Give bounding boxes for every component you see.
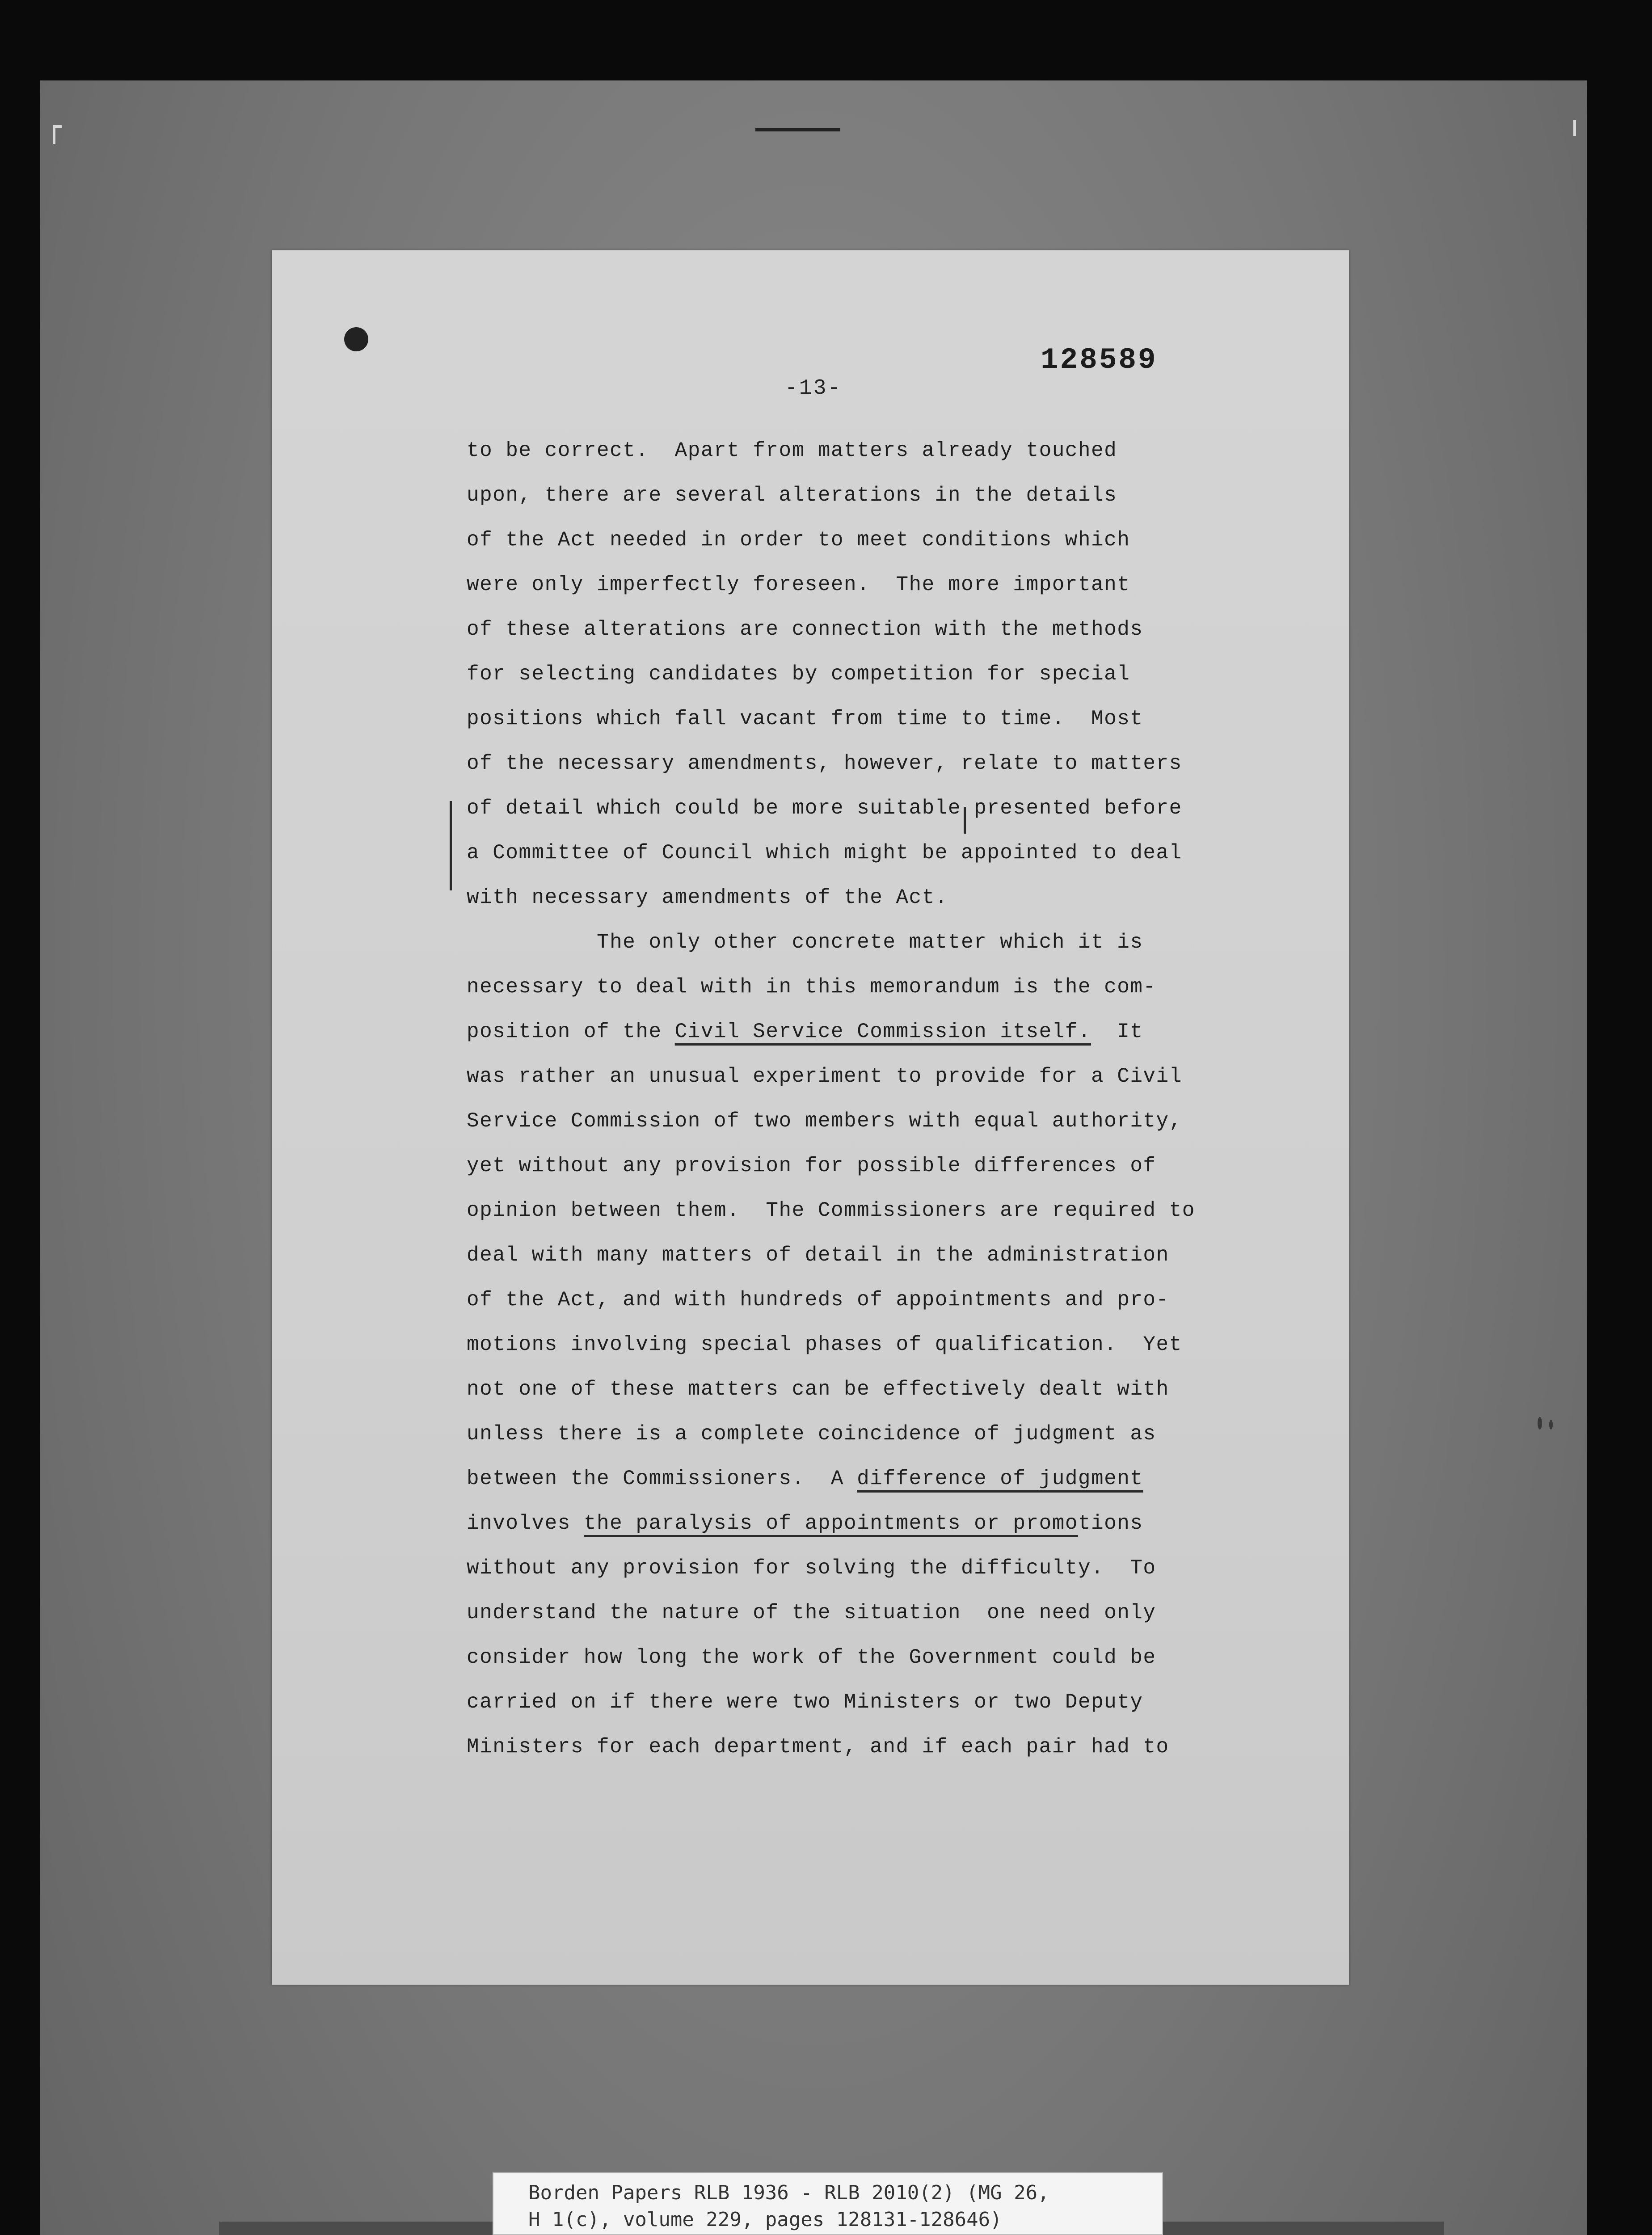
text-line: with necessary amendments of the Act. xyxy=(467,886,948,909)
text-line: of detail which could be more suitable presented before xyxy=(467,797,1182,820)
speck xyxy=(1538,1417,1542,1430)
stamp-number: 128589 xyxy=(1041,343,1158,377)
text-line: was rather an unusual experiment to provide for a Civil xyxy=(467,1065,1182,1088)
citation-slip xyxy=(493,2172,1163,2235)
text-line: yet without any provision for possible differences of xyxy=(467,1154,1156,1177)
underlined-phrase: Civil Service Commission itself. xyxy=(674,1020,1092,1043)
line-part: involves xyxy=(467,1512,584,1535)
text-line: Ministers for each department, and if each pair had to xyxy=(467,1735,1169,1758)
text-line: not one of these matters can be effectively dealt with xyxy=(467,1378,1169,1401)
text-line: opinion between them. The Commissioners are required to xyxy=(467,1199,1195,1222)
text-line: motions involving special phases of qualification. Yet xyxy=(467,1333,1182,1356)
text-line: of the Act, and with hundreds of appointments and pro- xyxy=(467,1288,1169,1311)
text-line: The only other concrete matter which it is xyxy=(467,931,1143,954)
text-line: of the necessary amendments, however, relate to matters xyxy=(467,752,1182,775)
page-number: -13- xyxy=(785,376,842,401)
corner-mark-top-left xyxy=(53,125,62,144)
text-line: consider how long the work of the Government could be xyxy=(467,1646,1156,1669)
text-line: of the Act needed in order to meet conditions which xyxy=(467,528,1130,552)
top-dash-mark xyxy=(755,128,840,131)
text-line: necessary to deal with in this memorandum is the com- xyxy=(467,975,1156,999)
text-line: carried on if there were two Ministers or two Deputy xyxy=(467,1691,1143,1714)
margin-mark xyxy=(450,801,452,890)
citation-line: H 1(c), volume 229, pages 128131-128646) xyxy=(528,2208,1002,2231)
text-line: upon, there are several alterations in the details xyxy=(467,484,1117,507)
document-page xyxy=(272,250,1349,1985)
text-line: of these alterations are connection with the methods xyxy=(467,618,1143,641)
text-line: were only imperfectly foreseen. The more important xyxy=(467,573,1130,596)
text-line: deal with many matters of detail in the administration xyxy=(467,1244,1169,1267)
text-line: to be correct. Apart from matters already touched xyxy=(467,439,1117,462)
text-line: without any provision for solving the difficulty. To xyxy=(467,1556,1156,1580)
line-part: between the Commissioners. A xyxy=(467,1467,857,1490)
punch-hole xyxy=(344,327,368,351)
text-line: positions which fall vacant from time to time. Most xyxy=(467,707,1143,730)
underlined-phrase: difference of judgment xyxy=(857,1467,1143,1490)
typed-text xyxy=(467,428,1280,1769)
text-line-underlined xyxy=(467,1009,1280,1054)
line-part: tions xyxy=(1078,1512,1143,1535)
line-part: position of the xyxy=(467,1020,675,1043)
text-line: unless there is a complete coincidence of judgment as xyxy=(467,1422,1156,1446)
text-line: understand the nature of the situation one need only xyxy=(467,1601,1156,1624)
corner-mark-top-right xyxy=(1573,120,1579,136)
text-line: Service Commission of two members with equal authority, xyxy=(467,1109,1182,1133)
underlined-phrase: the paralysis of appointments or promo xyxy=(583,1512,1078,1535)
line-part: It xyxy=(1091,1020,1143,1043)
text-line: for selecting candidates by competition for special xyxy=(467,662,1130,686)
text-line-underlined xyxy=(467,1501,1280,1546)
citation-line: Borden Papers RLB 1936 - RLB 2010(2) (MG 26, xyxy=(528,2181,1049,2204)
text-line: a Committee of Council which might be appointed to deal xyxy=(467,841,1182,864)
speck xyxy=(1549,1420,1553,1430)
text-line-underlined xyxy=(467,1456,1280,1501)
